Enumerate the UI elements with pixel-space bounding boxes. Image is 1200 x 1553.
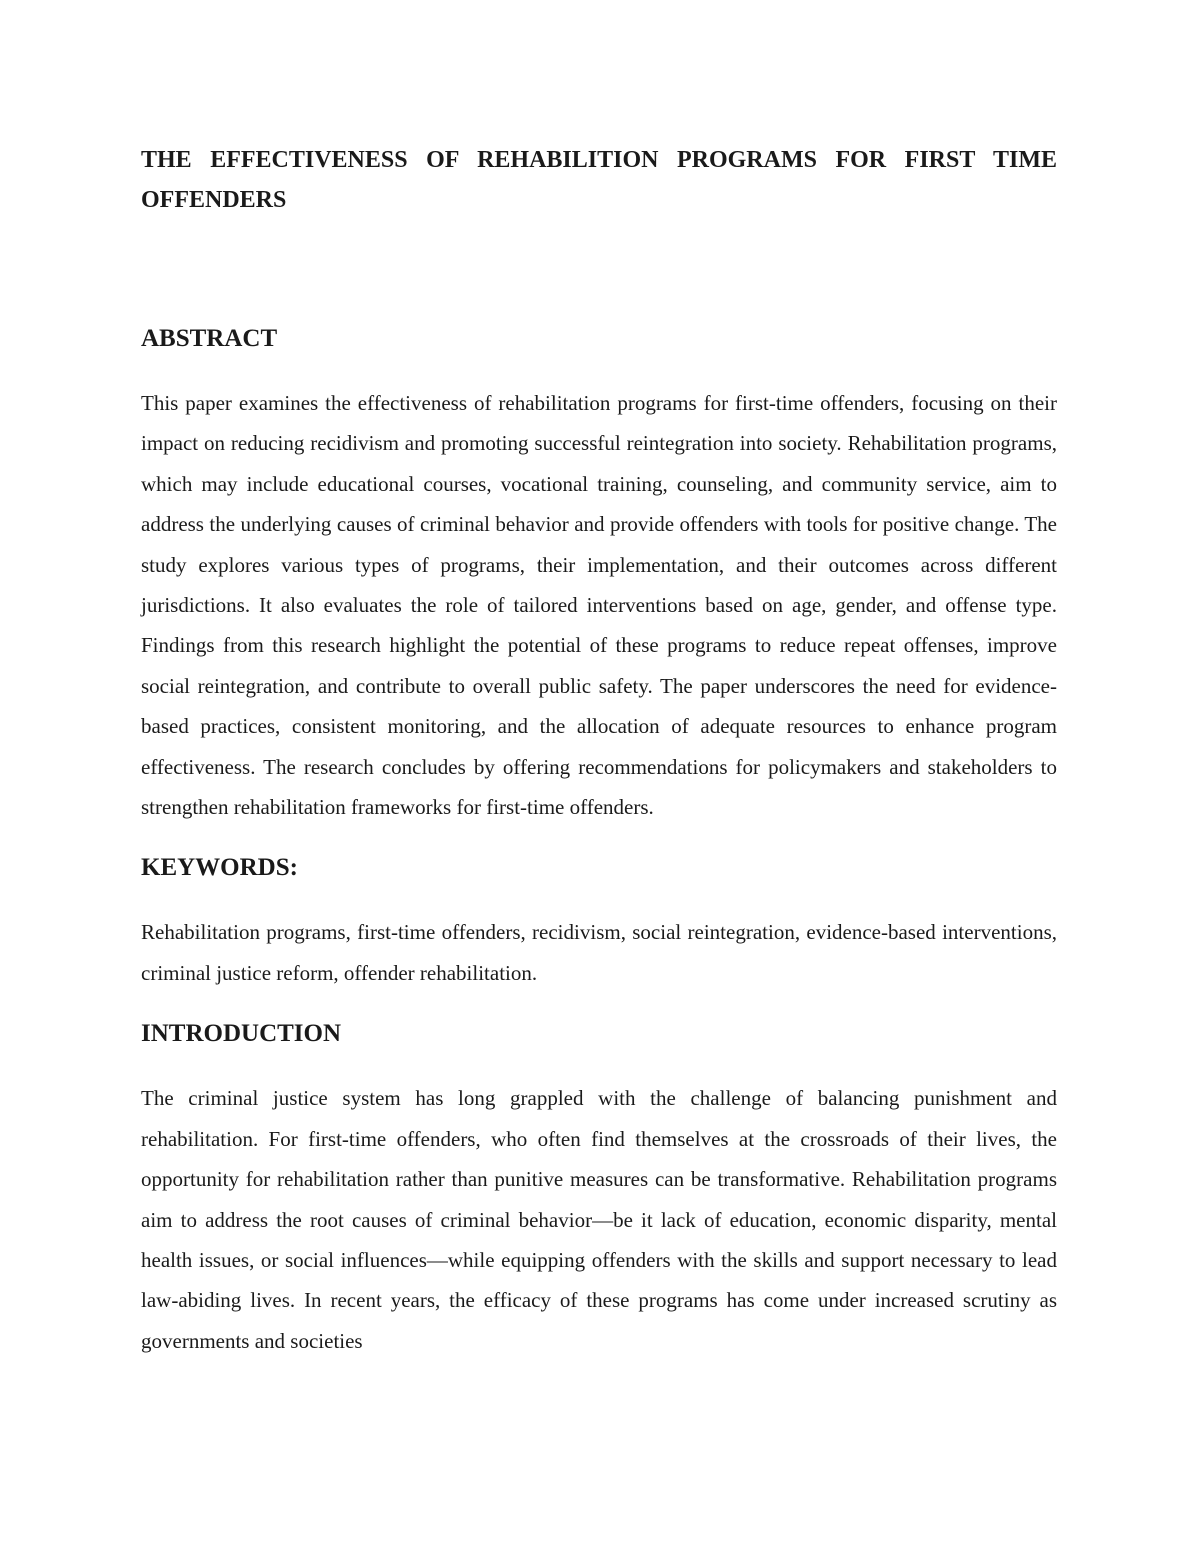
document-title: THE EFFECTIVENESS OF REHABILITION PROGRAMS FOR FIRST TIME OFFENDERS	[141, 147, 1057, 213]
keywords-paragraph: Rehabilitation programs, first-time offenders, recidivism, social reintegration, evidence-based interventions, criminal justice reform, offender rehabilitation.	[141, 920, 1057, 985]
abstract-heading: ABSTRACT	[141, 325, 278, 352]
document-page	[141, 140, 1057, 1361]
abstract-paragraph: This paper examines the effectiveness of rehabilitation programs for first-time offenders, focusing on their impact on reducing recidivism and promoting successful reintegration into society. Rehabilitation programs, which may include educational courses, vocational training, counseling, and community service, aim to address the underlying causes of criminal behavior and provide offenders with tools for positive change. The study explores various types of programs, their implementation, and their outcomes across different jurisdictions. It also evaluates the role of tailored interventions based on age, gender, and offense type. Findings from this research highlight the potential of these programs to reduce repeat offenses, improve social reintegration, and contribute to overall public safety. The paper underscores the need for evidence-based practices, consistent monitoring, and the allocation of adequate resources to enhance program effectiveness. The research concludes by offering recommendations for policymakers and stakeholders to strengthen rehabilitation frameworks for first-time offenders.	[141, 391, 1057, 820]
introduction-paragraph: The criminal justice system has long grappled with the challenge of balancing punishment and rehabilitation. For first-time offenders, who often find themselves at the crossroads of their lives, the opportunity for rehabilitation rather than punitive measures can be transformative. Rehabilitation programs aim to address the root causes of criminal behavior—be it lack of education, economic disparity, mental health issues, or social influences—while equipping offenders with the skills and support necessary to lead law-abiding lives. In recent years, the efficacy of these programs has come under increased scrutiny as governments and societies	[141, 1086, 1057, 1353]
keywords-heading: KEYWORDS:	[141, 854, 298, 882]
introduction-heading: INTRODUCTION	[141, 1020, 342, 1048]
